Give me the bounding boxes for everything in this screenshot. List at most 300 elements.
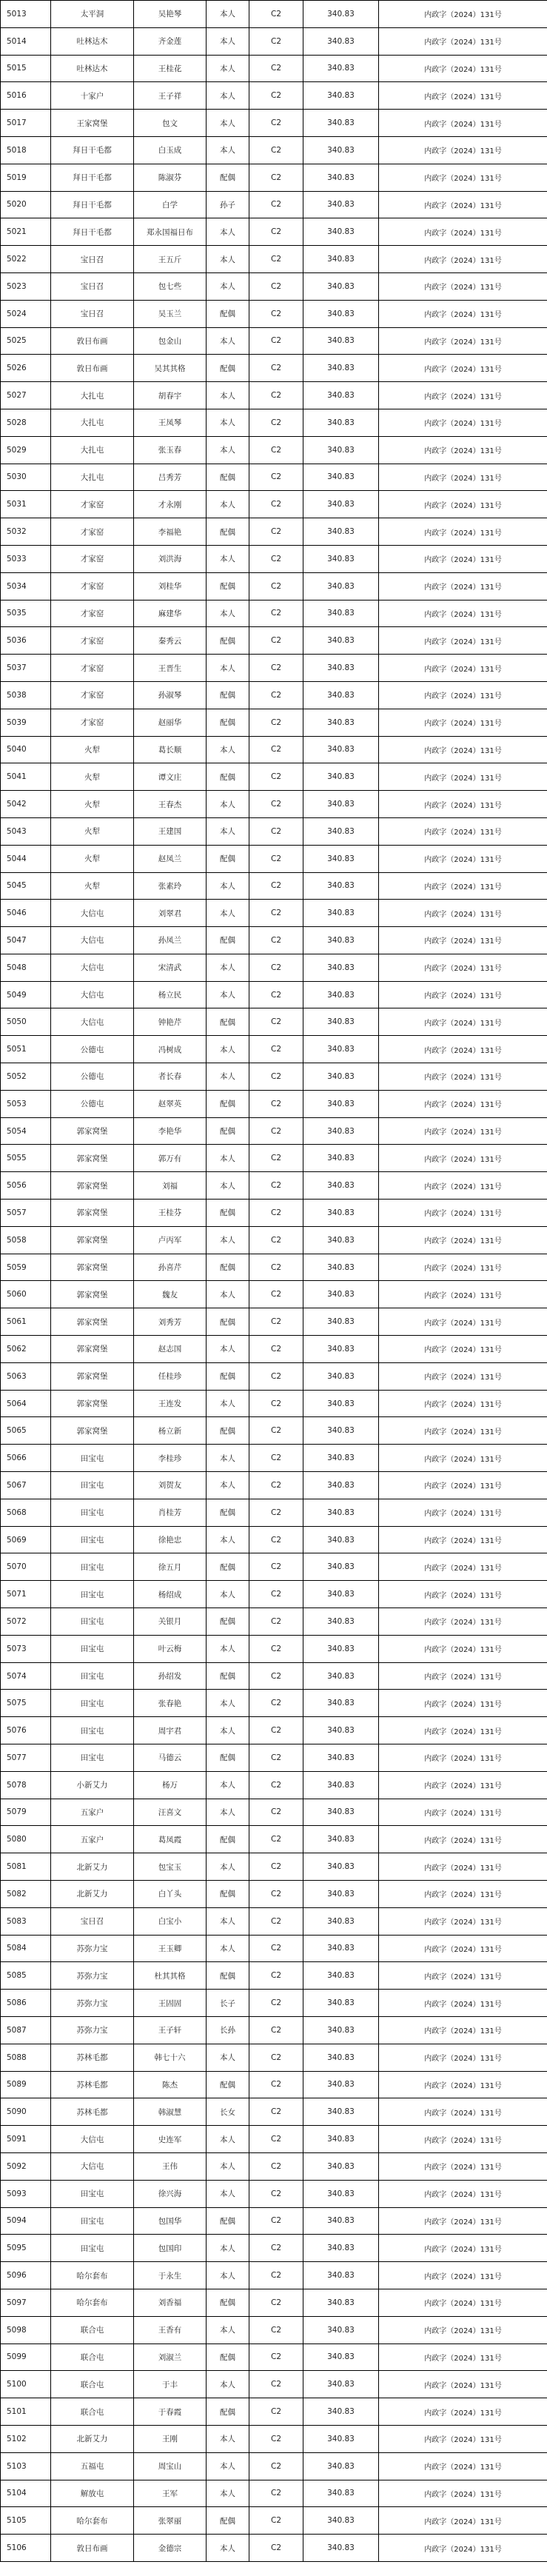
- cell-row-number: 5016: [1, 82, 51, 110]
- cell-village: 五福屯: [51, 2452, 134, 2480]
- cell-relationship: 本人: [207, 2126, 249, 2153]
- cell-relationship: 本人: [207, 272, 249, 300]
- cell-relationship: 本人: [207, 1390, 249, 1417]
- cell-document-number: 内政字（2024）131号: [379, 464, 547, 491]
- cell-amount: 340.83: [303, 1172, 379, 1200]
- cell-amount: 340.83: [303, 136, 379, 164]
- cell-row-number: 5090: [1, 2098, 51, 2126]
- table-row: [1, 2452, 547, 2480]
- cell-row-number: 5058: [1, 1226, 51, 1254]
- cell-document-number: 内政字（2024）131号: [379, 1526, 547, 1553]
- cell-document-number: 内政字（2024）131号: [379, 1090, 547, 1117]
- table-row: [1, 1990, 547, 2017]
- cell-document-number: 内政字（2024）131号: [379, 1336, 547, 1363]
- cell-category: C2: [249, 709, 303, 736]
- cell-name: 白玉成: [134, 136, 207, 164]
- cell-relationship: 配偶: [207, 2207, 249, 2235]
- cell-category: C2: [249, 900, 303, 927]
- cell-category: C2: [249, 1254, 303, 1281]
- cell-category: C2: [249, 1308, 303, 1336]
- table-row: [1, 355, 547, 382]
- cell-name: 徐艳忠: [134, 1526, 207, 1553]
- table-row: [1, 900, 547, 927]
- cell-amount: 340.83: [303, 272, 379, 300]
- table-row: [1, 327, 547, 355]
- cell-name: 刘桂华: [134, 572, 207, 600]
- cell-name: 杨万: [134, 1771, 207, 1799]
- cell-relationship: 本人: [207, 218, 249, 246]
- cell-amount: 340.83: [303, 518, 379, 546]
- cell-row-number: 5027: [1, 382, 51, 409]
- cell-name: 王子祥: [134, 82, 207, 110]
- cell-name: 李桂珍: [134, 1445, 207, 1472]
- cell-relationship: 本人: [207, 1526, 249, 1553]
- cell-category: C2: [249, 1499, 303, 1526]
- cell-village: 拜日干毛都: [51, 164, 134, 191]
- cell-amount: 340.83: [303, 2126, 379, 2153]
- table-row: [1, 627, 547, 655]
- cell-amount: 340.83: [303, 164, 379, 191]
- cell-category: C2: [249, 1063, 303, 1091]
- cell-category: C2: [249, 110, 303, 137]
- cell-amount: 340.83: [303, 1880, 379, 1907]
- cell-village: 田宝屯: [51, 1690, 134, 1717]
- cell-village: 北新艾力: [51, 1853, 134, 1881]
- cell-relationship: 配偶: [207, 1200, 249, 1227]
- cell-village: 郭家窝堡: [51, 1390, 134, 1417]
- table-row: [1, 2044, 547, 2071]
- cell-amount: 340.83: [303, 1526, 379, 1553]
- cell-category: C2: [249, 1907, 303, 1935]
- cell-category: C2: [249, 572, 303, 600]
- cell-document-number: 内政字（2024）131号: [379, 1063, 547, 1091]
- table-row: [1, 1308, 547, 1336]
- cell-relationship: 配偶: [207, 2398, 249, 2426]
- cell-relationship: 配偶: [207, 1008, 249, 1036]
- cell-category: C2: [249, 2044, 303, 2071]
- cell-category: C2: [249, 600, 303, 627]
- cell-relationship: 本人: [207, 2425, 249, 2452]
- cell-name: 麻建华: [134, 600, 207, 627]
- cell-relationship: 本人: [207, 2371, 249, 2398]
- cell-document-number: 内政字（2024）131号: [379, 1472, 547, 1499]
- cell-village: 联合屯: [51, 2398, 134, 2426]
- cell-amount: 340.83: [303, 1907, 379, 1935]
- cell-category: C2: [249, 1608, 303, 1636]
- cell-category: C2: [249, 1962, 303, 1990]
- cell-name: 王子轩: [134, 2016, 207, 2044]
- cell-relationship: 本人: [207, 2316, 249, 2344]
- cell-row-number: 5067: [1, 1472, 51, 1499]
- cell-name: 吴玉兰: [134, 300, 207, 327]
- cell-amount: 340.83: [303, 1200, 379, 1227]
- cell-category: C2: [249, 655, 303, 682]
- table-row: [1, 2207, 547, 2235]
- cell-row-number: 5024: [1, 300, 51, 327]
- table-row: [1, 1935, 547, 1962]
- cell-village: 郭家窝堡: [51, 1281, 134, 1308]
- cell-row-number: 5081: [1, 1853, 51, 1881]
- cell-relationship: 本人: [207, 2152, 249, 2180]
- cell-document-number: 内政字（2024）131号: [379, 954, 547, 981]
- cell-relationship: 本人: [207, 2262, 249, 2289]
- cell-village: 才家窑: [51, 491, 134, 518]
- cell-village: 吐林达木: [51, 55, 134, 82]
- cell-relationship: 本人: [207, 409, 249, 436]
- cell-name: 杨立民: [134, 981, 207, 1008]
- cell-amount: 340.83: [303, 327, 379, 355]
- cell-village: 公德屯: [51, 1090, 134, 1117]
- cell-village: 宝日召: [51, 246, 134, 273]
- cell-relationship: 配偶: [207, 2507, 249, 2535]
- table-row: [1, 518, 547, 546]
- cell-village: 敦日布画: [51, 327, 134, 355]
- cell-category: C2: [249, 1090, 303, 1117]
- cell-document-number: 内政字（2024）131号: [379, 2044, 547, 2071]
- cell-document-number: 内政字（2024）131号: [379, 436, 547, 464]
- cell-relationship: 本人: [207, 1145, 249, 1172]
- cell-village: 太平洞: [51, 1, 134, 28]
- cell-amount: 340.83: [303, 1662, 379, 1690]
- cell-row-number: 5059: [1, 1254, 51, 1281]
- cell-document-number: 内政字（2024）131号: [379, 382, 547, 409]
- cell-document-number: 内政字（2024）131号: [379, 1635, 547, 1662]
- cell-relationship: 本人: [207, 2535, 249, 2562]
- cell-village: 苏弥力宝: [51, 1990, 134, 2017]
- cell-category: C2: [249, 409, 303, 436]
- cell-name: 魏友: [134, 1281, 207, 1308]
- cell-relationship: 本人: [207, 981, 249, 1008]
- table-row: [1, 82, 547, 110]
- cell-village: 郭家窝堡: [51, 1145, 134, 1172]
- table-row: [1, 2180, 547, 2207]
- cell-relationship: 本人: [207, 27, 249, 55]
- table-row: [1, 1744, 547, 1772]
- cell-category: C2: [249, 927, 303, 954]
- cell-document-number: 内政字（2024）131号: [379, 300, 547, 327]
- cell-amount: 340.83: [303, 791, 379, 818]
- cell-name: 冯树成: [134, 1036, 207, 1063]
- cell-name: 韩七十六: [134, 2044, 207, 2071]
- table-row: [1, 464, 547, 491]
- cell-relationship: 本人: [207, 1445, 249, 1472]
- cell-document-number: 内政字（2024）131号: [379, 1145, 547, 1172]
- cell-document-number: 内政字（2024）131号: [379, 681, 547, 709]
- cell-row-number: 5048: [1, 954, 51, 981]
- cell-village: 联合屯: [51, 2316, 134, 2344]
- cell-amount: 340.83: [303, 409, 379, 436]
- cell-amount: 340.83: [303, 736, 379, 763]
- cell-village: 北新艾力: [51, 1880, 134, 1907]
- cell-name: 刘贺友: [134, 1472, 207, 1499]
- cell-relationship: 本人: [207, 2452, 249, 2480]
- cell-relationship: 本人: [207, 1907, 249, 1935]
- cell-relationship: 配偶: [207, 1254, 249, 1281]
- cell-relationship: 配偶: [207, 927, 249, 954]
- cell-relationship: 配偶: [207, 1962, 249, 1990]
- cell-category: C2: [249, 2344, 303, 2371]
- cell-row-number: 5068: [1, 1499, 51, 1526]
- cell-name: 张春艳: [134, 1690, 207, 1717]
- cell-amount: 340.83: [303, 954, 379, 981]
- cell-amount: 340.83: [303, 655, 379, 682]
- cell-village: 大信屯: [51, 1008, 134, 1036]
- cell-amount: 340.83: [303, 1499, 379, 1526]
- cell-village: 吐林达木: [51, 27, 134, 55]
- cell-amount: 340.83: [303, 1553, 379, 1581]
- cell-document-number: 内政字（2024）131号: [379, 1744, 547, 1772]
- table-row: [1, 436, 547, 464]
- cell-name: 李福艳: [134, 518, 207, 546]
- cell-name: 齐金莲: [134, 27, 207, 55]
- cell-category: C2: [249, 2480, 303, 2507]
- cell-village: 苏弥力宝: [51, 1962, 134, 1990]
- cell-relationship: 配偶: [207, 1090, 249, 1117]
- cell-name: 孙凤兰: [134, 927, 207, 954]
- cell-row-number: 5100: [1, 2371, 51, 2398]
- cell-document-number: 内政字（2024）131号: [379, 164, 547, 191]
- cell-document-number: 内政字（2024）131号: [379, 1880, 547, 1907]
- table-row: [1, 791, 547, 818]
- cell-name: 秦秀云: [134, 627, 207, 655]
- cell-category: C2: [249, 2180, 303, 2207]
- cell-village: 田宝屯: [51, 1662, 134, 1690]
- table-row: [1, 981, 547, 1008]
- cell-relationship: 本人: [207, 2235, 249, 2262]
- cell-row-number: 5085: [1, 1962, 51, 1990]
- cell-amount: 340.83: [303, 2344, 379, 2371]
- cell-amount: 340.83: [303, 1336, 379, 1363]
- cell-village: 大扎屯: [51, 409, 134, 436]
- cell-amount: 340.83: [303, 1472, 379, 1499]
- cell-row-number: 5064: [1, 1390, 51, 1417]
- table-row: [1, 763, 547, 791]
- cell-relationship: 本人: [207, 1, 249, 28]
- cell-category: C2: [249, 191, 303, 218]
- table-row: [1, 1907, 547, 1935]
- cell-row-number: 5066: [1, 1445, 51, 1472]
- table-row: [1, 1499, 547, 1526]
- cell-name: 马德云: [134, 1744, 207, 1772]
- cell-amount: 340.83: [303, 246, 379, 273]
- cell-village: 火犁: [51, 817, 134, 845]
- cell-document-number: 内政字（2024）131号: [379, 2207, 547, 2235]
- table-row: [1, 872, 547, 900]
- cell-row-number: 5052: [1, 1063, 51, 1091]
- cell-name: 白宝小: [134, 1907, 207, 1935]
- table-row: [1, 1826, 547, 1853]
- cell-row-number: 5071: [1, 1581, 51, 1608]
- cell-village: 苏林毛都: [51, 2071, 134, 2098]
- cell-relationship: 配偶: [207, 572, 249, 600]
- cell-document-number: 内政字（2024）131号: [379, 327, 547, 355]
- cell-relationship: 本人: [207, 2480, 249, 2507]
- table-row: [1, 110, 547, 137]
- cell-row-number: 5034: [1, 572, 51, 600]
- cell-village: 王家窝堡: [51, 110, 134, 137]
- table-row: [1, 2262, 547, 2289]
- cell-row-number: 5093: [1, 2180, 51, 2207]
- cell-category: C2: [249, 518, 303, 546]
- cell-category: C2: [249, 1935, 303, 1962]
- cell-name: 刘秀芳: [134, 1308, 207, 1336]
- cell-name: 刘洪海: [134, 545, 207, 572]
- table-row: [1, 1036, 547, 1063]
- table-row: [1, 2071, 547, 2098]
- cell-relationship: 本人: [207, 1771, 249, 1799]
- cell-name: 任桂珍: [134, 1362, 207, 1390]
- cell-relationship: 配偶: [207, 2289, 249, 2316]
- cell-document-number: 内政字（2024）131号: [379, 2507, 547, 2535]
- cell-document-number: 内政字（2024）131号: [379, 1662, 547, 1690]
- cell-name: 王桂花: [134, 55, 207, 82]
- cell-category: C2: [249, 491, 303, 518]
- cell-category: C2: [249, 1744, 303, 1772]
- cell-document-number: 内政字（2024）131号: [379, 2344, 547, 2371]
- table-row: [1, 2507, 547, 2535]
- cell-document-number: 内政字（2024）131号: [379, 572, 547, 600]
- table-row: [1, 1145, 547, 1172]
- cell-name: 王晋生: [134, 655, 207, 682]
- cell-village: 田宝屯: [51, 2207, 134, 2235]
- cell-document-number: 内政字（2024）131号: [379, 1200, 547, 1227]
- cell-name: 张翠丽: [134, 2507, 207, 2535]
- cell-row-number: 5051: [1, 1036, 51, 1063]
- cell-document-number: 内政字（2024）131号: [379, 2316, 547, 2344]
- cell-document-number: 内政字（2024）131号: [379, 1608, 547, 1636]
- cell-document-number: 内政字（2024）131号: [379, 2126, 547, 2153]
- cell-name: 谭文庄: [134, 763, 207, 791]
- cell-document-number: 内政字（2024）131号: [379, 600, 547, 627]
- cell-category: C2: [249, 1226, 303, 1254]
- table-row: [1, 572, 547, 600]
- cell-amount: 340.83: [303, 872, 379, 900]
- cell-row-number: 5104: [1, 2480, 51, 2507]
- cell-category: C2: [249, 246, 303, 273]
- table-row: [1, 1880, 547, 1907]
- cell-category: C2: [249, 27, 303, 55]
- cell-category: C2: [249, 2235, 303, 2262]
- cell-name: 王桂芬: [134, 1200, 207, 1227]
- cell-document-number: 内政字（2024）131号: [379, 2452, 547, 2480]
- cell-relationship: 本人: [207, 545, 249, 572]
- cell-relationship: 本人: [207, 1172, 249, 1200]
- cell-village: 郭家窝堡: [51, 1362, 134, 1390]
- cell-name: 包宝玉: [134, 1853, 207, 1881]
- cell-category: C2: [249, 1281, 303, 1308]
- cell-category: C2: [249, 1362, 303, 1390]
- cell-document-number: 内政字（2024）131号: [379, 2425, 547, 2452]
- cell-amount: 340.83: [303, 1690, 379, 1717]
- cell-name: 吴艳琴: [134, 1, 207, 28]
- cell-row-number: 5020: [1, 191, 51, 218]
- cell-document-number: 内政字（2024）131号: [379, 1172, 547, 1200]
- cell-village: 才家窑: [51, 709, 134, 736]
- cell-amount: 340.83: [303, 2371, 379, 2398]
- cell-village: 大信屯: [51, 954, 134, 981]
- cell-relationship: 配偶: [207, 709, 249, 736]
- cell-relationship: 本人: [207, 110, 249, 137]
- cell-amount: 340.83: [303, 981, 379, 1008]
- cell-amount: 340.83: [303, 1281, 379, 1308]
- cell-village: 郭家窝堡: [51, 1117, 134, 1145]
- cell-row-number: 5044: [1, 845, 51, 872]
- table-row: [1, 1472, 547, 1499]
- cell-amount: 340.83: [303, 2398, 379, 2426]
- cell-relationship: 配偶: [207, 1744, 249, 1772]
- cell-village: 田宝屯: [51, 2180, 134, 2207]
- cell-relationship: 本人: [207, 436, 249, 464]
- cell-name: 钟艳芹: [134, 1008, 207, 1036]
- cell-category: C2: [249, 791, 303, 818]
- cell-relationship: 本人: [207, 600, 249, 627]
- cell-village: 郭家窝堡: [51, 1200, 134, 1227]
- cell-name: 赵凤兰: [134, 845, 207, 872]
- cell-category: C2: [249, 1417, 303, 1445]
- cell-category: C2: [249, 2398, 303, 2426]
- cell-amount: 340.83: [303, 763, 379, 791]
- table-row: [1, 1581, 547, 1608]
- cell-category: C2: [249, 2098, 303, 2126]
- cell-village: 才家窑: [51, 600, 134, 627]
- table-row: [1, 272, 547, 300]
- cell-name: 宋清武: [134, 954, 207, 981]
- cell-name: 叶云梅: [134, 1635, 207, 1662]
- cell-name: 王凤琴: [134, 409, 207, 436]
- cell-row-number: 5015: [1, 55, 51, 82]
- cell-name: 包文: [134, 110, 207, 137]
- cell-amount: 340.83: [303, 545, 379, 572]
- cell-document-number: 内政字（2024）131号: [379, 709, 547, 736]
- cell-category: C2: [249, 2289, 303, 2316]
- cell-name: 王五斤: [134, 246, 207, 273]
- table-row: [1, 1962, 547, 1990]
- cell-category: C2: [249, 872, 303, 900]
- cell-amount: 340.83: [303, 2180, 379, 2207]
- cell-name: 张玉春: [134, 436, 207, 464]
- cell-relationship: 长女: [207, 2098, 249, 2126]
- cell-row-number: 5031: [1, 491, 51, 518]
- cell-relationship: 本人: [207, 327, 249, 355]
- cell-amount: 340.83: [303, 2535, 379, 2562]
- cell-name: 周宇君: [134, 1717, 207, 1744]
- cell-category: C2: [249, 1853, 303, 1881]
- cell-category: C2: [249, 1990, 303, 2017]
- cell-row-number: 5062: [1, 1336, 51, 1363]
- table-row: [1, 1, 547, 28]
- cell-relationship: 配偶: [207, 518, 249, 546]
- table-row: [1, 2289, 547, 2316]
- cell-relationship: 配偶: [207, 1117, 249, 1145]
- cell-row-number: 5061: [1, 1308, 51, 1336]
- cell-category: C2: [249, 736, 303, 763]
- cell-name: 刘翠君: [134, 900, 207, 927]
- cell-category: C2: [249, 845, 303, 872]
- table-row: [1, 2098, 547, 2126]
- cell-row-number: 5063: [1, 1362, 51, 1390]
- table-row: [1, 1117, 547, 1145]
- cell-amount: 340.83: [303, 1717, 379, 1744]
- table-row: [1, 164, 547, 191]
- cell-category: C2: [249, 1581, 303, 1608]
- cell-amount: 340.83: [303, 2452, 379, 2480]
- cell-village: 田宝屯: [51, 1553, 134, 1581]
- table-row: [1, 2425, 547, 2452]
- table-row: [1, 2371, 547, 2398]
- table-row: [1, 1799, 547, 1826]
- cell-category: C2: [249, 763, 303, 791]
- cell-amount: 340.83: [303, 191, 379, 218]
